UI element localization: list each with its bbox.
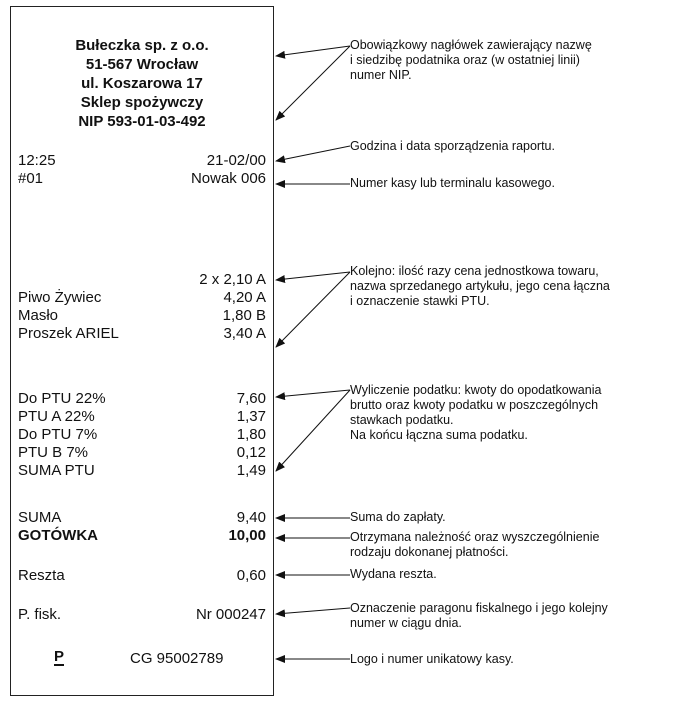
item-value: 3,40 A [223, 325, 266, 342]
fiscal-logo-icon: P [54, 648, 65, 665]
reszta-label: Reszta [18, 567, 65, 584]
gotowka-label: GOTÓWKA [18, 527, 98, 544]
note-items [350, 264, 675, 309]
header-line-street: ul. Koszarowa 17 [81, 75, 203, 92]
note-line: Na końcu łączna suma podatku. [350, 428, 528, 442]
note-line: Otrzymana należność oraz wyszczególnienie [350, 530, 600, 544]
gotowka-value: 10,00 [228, 527, 266, 544]
arrow-items-bottom [276, 272, 350, 347]
item-name: Piwo Żywiec [18, 289, 102, 306]
note-line: Godzina i data sporządzenia raportu. [350, 139, 555, 153]
cashier: Nowak 006 [190, 170, 266, 187]
header-line-nip: NIP 593-01-03-492 [78, 113, 206, 130]
tax-value: 1,49 [236, 462, 266, 479]
tax-label: SUMA PTU [18, 462, 95, 479]
tax-value: 7,60 [236, 390, 266, 407]
note-line: Obowiązkowy nagłówek zawierający nazwę [350, 38, 592, 52]
tax-value: 1,80 [236, 426, 266, 443]
header-line-company: Bułeczka sp. z o.o. [75, 37, 209, 54]
suma-value: 9,40 [236, 509, 266, 526]
note-tax [350, 383, 675, 443]
note-suma [350, 510, 675, 525]
note-line: numer w ciągu dnia. [350, 616, 462, 630]
register-serial: CG 95002789 [130, 650, 224, 667]
note-line: Numer kasy lub terminalu kasowego. [350, 176, 555, 190]
fiscal-number: Nr 000247 [195, 606, 266, 623]
arrow-tax-bottom [276, 390, 350, 471]
note-line: brutto oraz kwoty podatku w poszczególnych [350, 398, 599, 412]
arrow-header-top [276, 46, 350, 56]
note-register [350, 176, 675, 191]
register-number: #01 [18, 170, 44, 187]
item-value: 1,80 B [222, 307, 266, 324]
header-line-shop: Sklep spożywczy [80, 94, 204, 111]
reszta-value: 0,60 [236, 567, 266, 584]
note-payment [350, 530, 675, 560]
note-fiscal [350, 601, 675, 631]
arrow-items-top [276, 272, 350, 280]
note-line: Oznaczenie paragonu fiskalnego i jego kolejny [350, 601, 608, 615]
tax-value: 0,12 [236, 444, 266, 461]
time: 12:25 [18, 152, 56, 169]
note-line: i siedzibę podatnika oraz (w ostatniej linii) [350, 53, 580, 67]
tax-label: Do PTU 7% [18, 426, 98, 443]
item-value: 4,20 A [223, 289, 266, 306]
note-line: rodzaju dokonanej płatności. [350, 545, 509, 559]
tax-label: PTU B 7% [18, 444, 89, 461]
tax-label: Do PTU 22% [18, 390, 106, 407]
tax-value: 1,37 [236, 408, 266, 425]
fiscal-label: P. fisk. [18, 606, 62, 623]
note-line: Kolejno: ilość razy cena jednostkowa towaru, [350, 264, 599, 278]
note-datetime [350, 139, 675, 154]
arrow-fiscal [276, 608, 350, 614]
item-name: Masło [18, 307, 59, 324]
suma-label: SUMA [18, 509, 62, 526]
note-line: Suma do zapłaty. [350, 510, 446, 524]
date: 21-02/00 [206, 152, 266, 169]
note-line: Wyliczenie podatku: kwoty do opodatkowania [350, 383, 602, 397]
note-line: Wydana reszta. [350, 567, 437, 581]
note-change [350, 567, 675, 582]
tax-label: PTU A 22% [18, 408, 95, 425]
note-logo [350, 652, 675, 667]
note-line: i oznaczenie stawki PTU. [350, 294, 490, 308]
arrow-header-nip [276, 46, 350, 120]
note-line: numer NIP. [350, 68, 412, 82]
note-line: nazwa sprzedanego artykułu, jego cena łączna [350, 279, 610, 293]
item-name: Proszek ARIEL [18, 325, 119, 342]
note-line: stawkach podatku. [350, 413, 454, 427]
note-line: Logo i numer unikatowy kasy. [350, 652, 514, 666]
arrow-tax-top [276, 390, 350, 397]
header-line-postcode: 51-567 Wrocław [85, 56, 199, 73]
note-header [350, 38, 675, 83]
arrow-datetime [276, 146, 350, 161]
qty-price: 2 x 2,10 A [199, 271, 266, 288]
